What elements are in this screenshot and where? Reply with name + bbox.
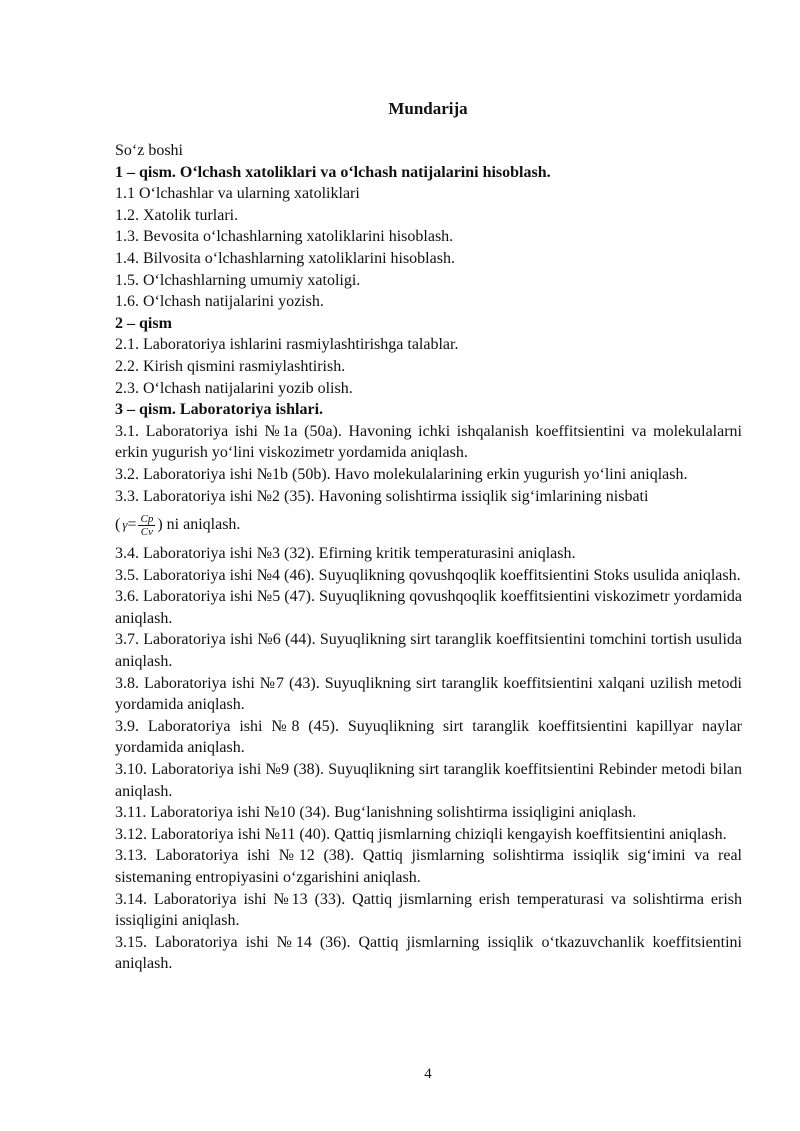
toc-entry: 3.6. Laboratoriya ishi №5 (47). Suyuqlikning qovushqoqlik koeffitsientini viskozimetr yordamida aniqlash. — [115, 588, 742, 627]
toc-entry: 3.5. Laboratoriya ishi №4 (46). Suyuqlikning qovushqoqlik koeffitsientini Stoks usulida aniqlash. — [115, 566, 741, 584]
toc-section-heading: 1 – qism. O‘lchash xatoliklari va o‘lchash natijalarini hisoblash. — [115, 163, 551, 181]
formula-fraction — [138, 513, 155, 538]
page-title: Mundarija — [388, 99, 468, 118]
toc-entry: 2.1. Laboratoriya ishlarini rasmiylashtirishga talablar. — [115, 336, 459, 354]
formula-numerator: Cp — [140, 512, 154, 525]
table-of-contents — [115, 140, 742, 975]
toc-entry: 3.15. Laboratoriya ishi №14 (36). Qattiq jismlarning issiqlik o‘tkazuvchanlik koeffitsientini aniqlash. — [115, 933, 742, 973]
toc-entry: 1.4. Bilvosita o‘lchashlarning xatoliklarini hisoblash. — [115, 249, 455, 267]
toc-section-heading: 3 – qism. Laboratoriya ishlari. — [115, 401, 324, 419]
formula-suffix: ni aniqlash. — [162, 516, 241, 534]
formula-open-paren: ( — [115, 516, 121, 534]
toc-entry: 3.7. Laboratoriya ishi №6 (44). Suyuqlikning sirt taranglik koeffitsientini tomchini tortish usulida aniqlash. — [115, 631, 742, 671]
toc-entry: 3.14. Laboratoriya ishi №13 (33). Qattiq jismlarning erish temperaturasi va solishtirma erish issiqligini aniqlash. — [115, 890, 742, 930]
formula-denominator: Cv — [140, 525, 154, 538]
toc-entry: 3.11. Laboratoriya ishi №10 (34). Bug‘lanishning solishtirma issiqligini aniqlash. — [115, 804, 637, 822]
toc-entry: So‘z boshi — [115, 142, 183, 159]
formula-equals: = — [127, 516, 137, 534]
formula-gamma-symbol: γ — [122, 517, 128, 533]
toc-entry: 1.6. O‘lchash natijalarini yozish. — [115, 293, 324, 311]
toc-entry: 3.8. Laboratoriya ishi №7 (43). Suyuqlikning sirt taranglik koeffitsientini xalqani uzilish metodi yordamida aniqlash. — [115, 674, 742, 714]
toc-entry: 2.3. O‘lchash natijalarini yozib olish. — [115, 379, 353, 397]
heat-capacity-ratio-formula — [115, 507, 742, 543]
toc-entry: 3.4. Laboratoriya ishi №3 (32). Efirning kritik temperaturasini aniqlash. — [115, 545, 576, 563]
toc-entry: 1.1 O‘lchashlar va ularning xatoliklari — [115, 185, 360, 203]
toc-entry: 3.3. Laboratoriya ishi №2 (35). Havoning solishtirma issiqlik sig‘imlarining nisbati — [115, 487, 649, 505]
toc-entry: 3.13. Laboratoriya ishi №12 (38). Qattiq jismlarning solishtirma issiqlik sig‘imini va real sistemaning entropiyasini o‘zgarishini aniqlash. — [115, 847, 742, 886]
toc-entry: 3.9. Laboratoriya ishi №8 (45). Suyuqlikning sirt taranglik koeffitsientini kapillyar naylar yordamida aniqlash. — [115, 717, 742, 757]
formula-close-paren: ) — [157, 516, 163, 534]
toc-entry: 3.12. Laboratoriya ishi №11 (40). Qattiq jismlarning chiziqli kengayish koeffitsientini aniqlash. — [115, 825, 727, 843]
toc-entry: 3.10. Laboratoriya ishi №9 (38). Suyuqlikning sirt taranglik koeffitsientini Rebinder metodi bilan aniqlash. — [115, 761, 742, 800]
toc-entry: 3.2. Laboratoriya ishi №1b (50b). Havo molekulalarining erkin yugurish yo‘lini aniqlash. — [115, 465, 688, 483]
page-number: 4 — [424, 1066, 432, 1082]
toc-entry: 1.5. O‘lchashlarning umumiy xatoligi. — [115, 271, 361, 289]
toc-entry: 3.1. Laboratoriya ishi №1a (50a). Havoning ichki ishqalanish koeffitsientini va molekulalarni erkin yugurish yo‘lini viskozimetr yordamida aniqlash. — [115, 422, 742, 462]
toc-entry: 1.2. Xatolik turlari. — [115, 206, 239, 224]
toc-entry: 1.3. Bevosita o‘lchashlarning xatoliklarini hisoblash. — [115, 228, 454, 246]
toc-entry: 2.2. Kirish qismini rasmiylashtirish. — [115, 357, 346, 375]
toc-section-heading: 2 – qism — [115, 314, 172, 332]
